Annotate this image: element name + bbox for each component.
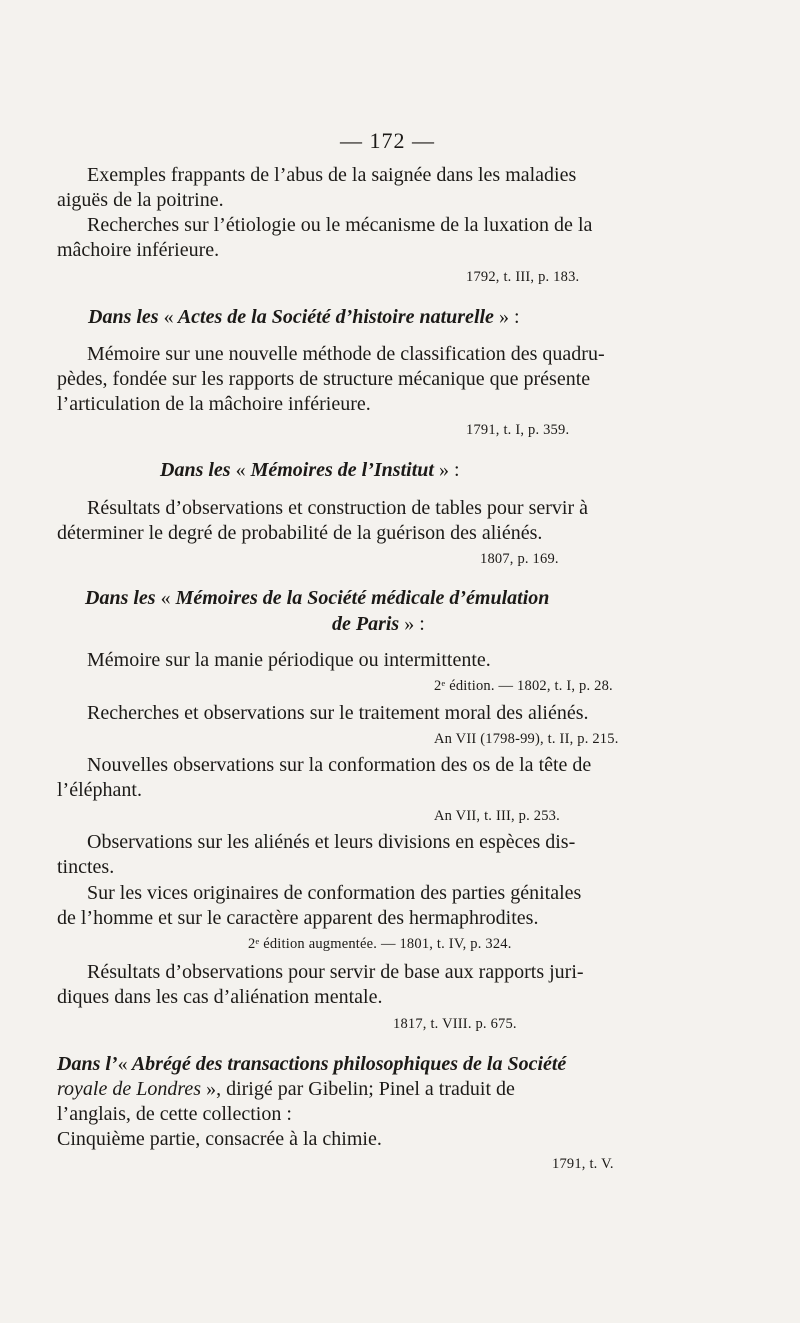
section-heading: Dans les « Mémoires de la Société médicale d’émulation: [85, 587, 550, 609]
entry-reference: 1817, t. VIII. p. 675.: [393, 1016, 517, 1032]
entry-text-line: Mémoire sur la manie périodique ou intermittente.: [87, 649, 491, 671]
entry-text-line: Exemples frappants de l’abus de la saignée dans les maladies: [87, 164, 577, 186]
entry-text-line: Recherches et observations sur le traitement moral des aliénés.: [87, 702, 589, 724]
entry-text-line: mâchoire inférieure.: [57, 239, 220, 261]
entry-reference: An VII (1798-99), t. II, p. 215.: [434, 731, 619, 747]
entry-text-line: Observations sur les aliénés et leurs divisions en espèces dis-: [87, 831, 576, 853]
entry-reference: 2ᵉ édition augmentée. — 1801, t. IV, p. 324.: [248, 936, 512, 952]
entry-reference: 1791, t. I, p. 359.: [466, 422, 570, 438]
entry-text-line: l’éléphant.: [57, 779, 142, 801]
entry-text-line: déterminer le degré de probabilité de la guérison des aliénés.: [57, 522, 543, 544]
section-heading: Dans l’« Abrégé des transactions philosophiques de la Société: [57, 1053, 567, 1075]
section-heading-continued: royale de Londres », dirigé par Gibelin; Pinel a traduit de: [57, 1078, 515, 1100]
section-heading: Dans les « Actes de la Société d’histoire naturelle » :: [88, 306, 520, 328]
entry-text-line: Résultats d’observations pour servir de base aux rapports juri-: [87, 961, 584, 983]
entry-text-line: de l’homme et sur le caractère apparent des hermaphrodites.: [57, 907, 539, 929]
section-heading-continued: de Paris » :: [332, 613, 425, 635]
entry-reference: An VII, t. III, p. 253.: [434, 808, 560, 824]
entry-text-line: pèdes, fondée sur les rapports de structure mécanique que présente: [57, 368, 591, 390]
entry-reference: 1791, t. V.: [552, 1156, 614, 1172]
section-heading: Dans les « Mémoires de l’Institut » :: [160, 459, 460, 481]
entry-text-line: tinctes.: [57, 856, 115, 878]
entry-text-line: Mémoire sur une nouvelle méthode de classification des quadru-: [87, 343, 605, 365]
page-number: — 172 —: [340, 128, 435, 153]
entry-reference: 2ᵉ édition. — 1802, t. I, p. 28.: [434, 678, 613, 694]
entry-text-line: diques dans les cas d’aliénation mentale.: [57, 986, 383, 1008]
entry-text-line: Sur les vices originaires de conformation des parties génitales: [87, 882, 582, 904]
entry-text-line: Résultats d’observations et construction de tables pour servir à: [87, 497, 588, 519]
entry-text-line: Cinquième partie, consacrée à la chimie.: [57, 1128, 382, 1150]
entry-text-line: aiguës de la poitrine.: [57, 189, 224, 211]
entry-reference: 1792, t. III, p. 183.: [466, 269, 580, 285]
entry-text-line: Nouvelles observations sur la conformation des os de la tête de: [87, 754, 592, 776]
entry-reference: 1807, p. 169.: [480, 551, 559, 567]
entry-text-line: Recherches sur l’étiologie ou le mécanisme de la luxation de la: [87, 214, 593, 236]
entry-text-line: l’articulation de la mâchoire inférieure.: [57, 393, 371, 415]
entry-text-line: l’anglais, de cette collection :: [57, 1103, 292, 1125]
